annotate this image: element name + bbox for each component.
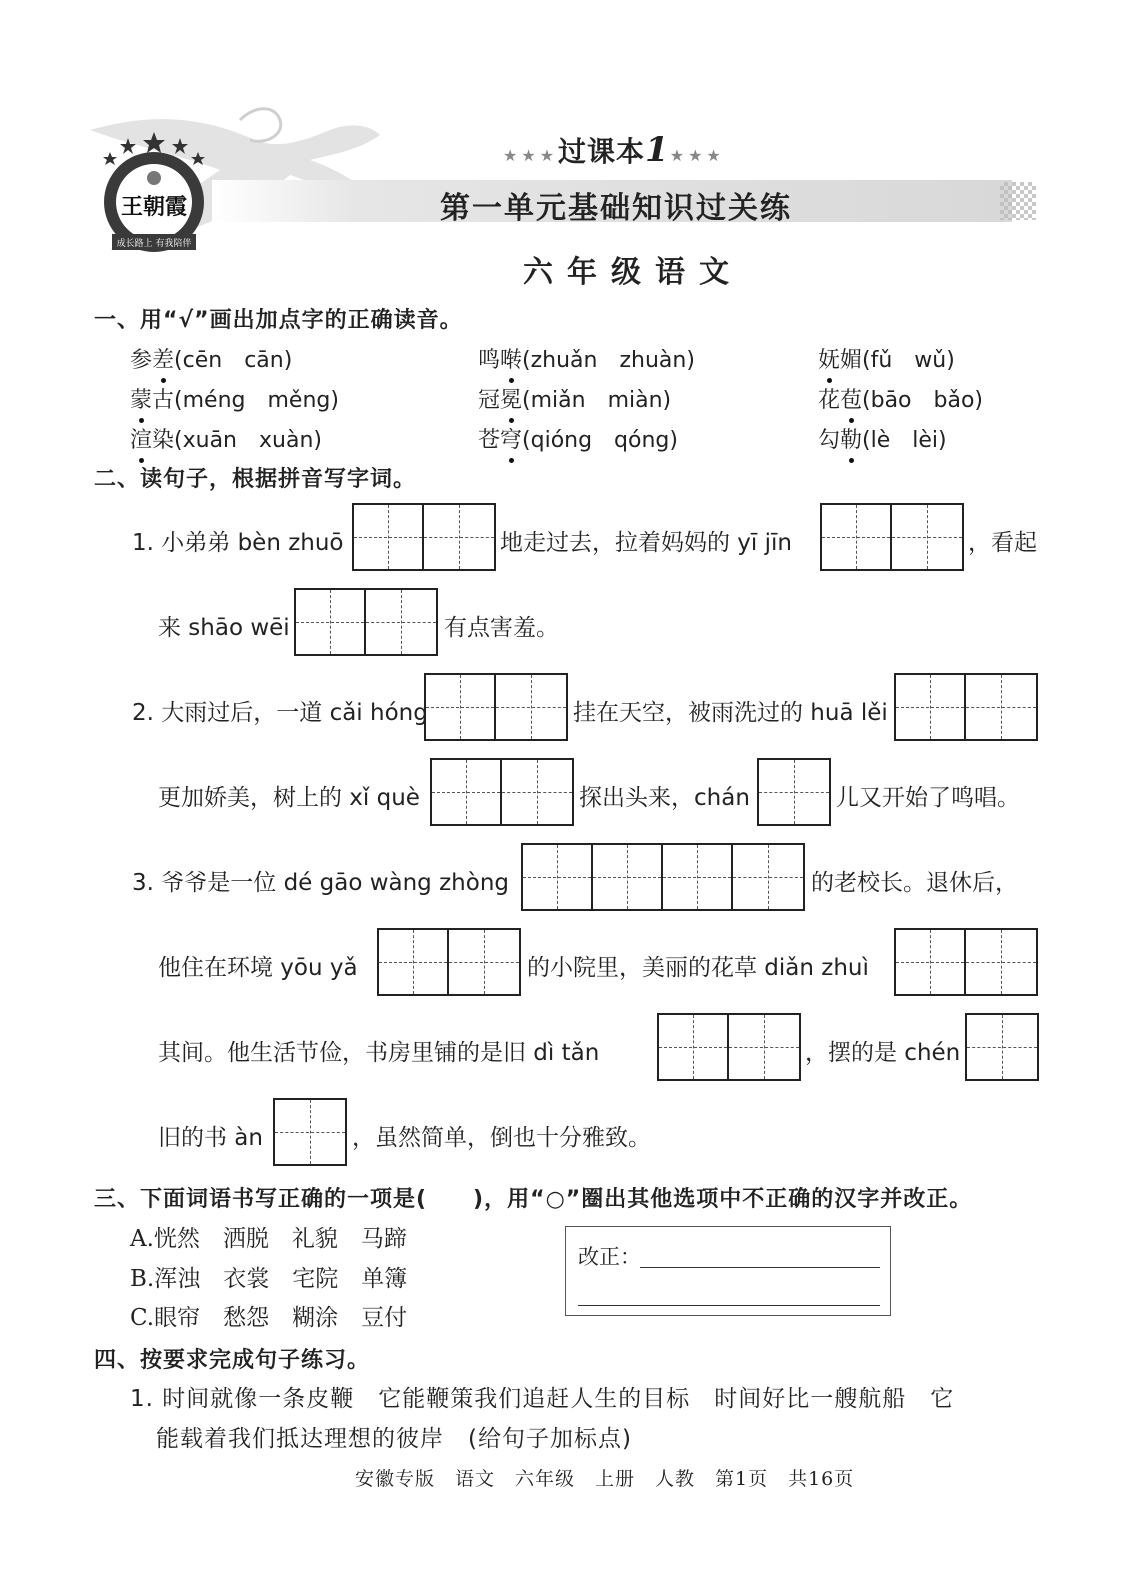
page-footer: 安徽专版 语文 六年级 上册 人教 第1页 共16页	[355, 1468, 855, 1490]
pinyin-item[interactable]: 渲染(xuān xuàn)	[130, 423, 322, 454]
option-a[interactable]: A.恍然 洒脱 礼貌 马蹄	[130, 1226, 407, 1252]
q3-text: 的老校长。退休后，	[811, 870, 1018, 896]
q4-text: 能载着我们抵达理想的彼岸 (给句子加标点)	[156, 1426, 632, 1452]
answer-grid[interactable]	[657, 1013, 801, 1081]
pinyin-item[interactable]: 花苞(bāo bǎo)	[818, 383, 983, 414]
q1-text: 1. 小弟弟 bèn zhuō	[132, 530, 344, 556]
section1-heading: 一、用“√”画出加点字的正确读音。	[94, 308, 463, 333]
section3-heading: 三、下面词语书写正确的一项是( )，用“○”圈出其他选项中不正确的汉字并改正。	[94, 1187, 973, 1212]
q4-text: 1. 时间就像一条皮鞭 它能鞭策我们追赶人生的目标 时间好比一艘航船 它	[130, 1386, 955, 1412]
pinyin-item[interactable]: 妩媚(fǔ wǔ)	[818, 343, 955, 374]
section2-heading: 二、读句子，根据拼音写字词。	[94, 467, 417, 492]
series-subtitle: ★★★过课本1★★★	[503, 130, 725, 170]
publisher-logo	[98, 130, 210, 258]
option-c[interactable]: C.眼帘 愁怨 糊涂 豆付	[130, 1305, 408, 1331]
svg-text:王朝霞: 王朝霞	[120, 194, 188, 220]
q2-text: 2. 大雨过后，一道 cǎi hóng	[132, 700, 428, 726]
correction-box[interactable]	[565, 1226, 891, 1316]
q1-text: 有点害羞。	[444, 615, 559, 641]
answer-grid[interactable]	[820, 503, 964, 571]
q3-text: 3. 爷爷是一位 dé gāo wàng zhòng	[132, 870, 509, 896]
correction-label: 改正：	[578, 1245, 641, 1269]
answer-grid[interactable]	[430, 758, 574, 826]
grade-title: 六年级语文	[523, 255, 743, 290]
pinyin-item[interactable]: 参差(cēn cān)	[130, 343, 292, 374]
pinyin-item[interactable]: 冠冕(miǎn miàn)	[478, 383, 671, 414]
option-b[interactable]: B.浑浊 衣裳 宅院 单簿	[130, 1266, 408, 1292]
pinyin-item[interactable]: 蒙古(méng měng)	[130, 383, 339, 414]
answer-grid[interactable]	[521, 843, 805, 911]
answer-grid[interactable]	[377, 928, 521, 996]
checker-decoration	[1000, 182, 1036, 220]
q2-text: 探出头来，chán	[579, 785, 750, 811]
answer-grid[interactable]	[757, 758, 831, 826]
answer-grid[interactable]	[352, 503, 496, 571]
q2-text: 挂在天空，被雨洗过的 huā lěi	[573, 700, 888, 726]
q2-text: 儿又开始了鸣唱。	[836, 785, 1020, 811]
pinyin-item[interactable]: 苍穹(qióng qóng)	[478, 423, 678, 454]
answer-grid[interactable]	[894, 673, 1038, 741]
pinyin-item[interactable]: 勾勒(lè lèi)	[818, 423, 947, 454]
pinyin-item[interactable]: 鸣啭(zhuǎn zhuàn)	[478, 343, 695, 374]
answer-grid[interactable]	[294, 588, 438, 656]
answer-grid[interactable]	[965, 1013, 1039, 1081]
q1-text: 来 shāo wēi	[158, 615, 290, 641]
svg-text:成长路上 有我陪伴: 成长路上 有我陪伴	[116, 239, 192, 249]
correction-line[interactable]	[640, 1267, 880, 1268]
q3-text: 的小院里，美丽的花草 diǎn zhuì	[527, 955, 869, 981]
unit-title: 第一单元基础知识过关练	[440, 191, 792, 226]
q3-text: ，摆的是 chén	[805, 1040, 961, 1066]
correction-line[interactable]	[578, 1305, 880, 1306]
q1-text: ，看起	[968, 530, 1037, 556]
answer-grid[interactable]	[424, 673, 568, 741]
stars-right-icon: ★★★	[669, 146, 725, 165]
answer-grid[interactable]	[894, 928, 1038, 996]
section4-heading: 四、按要求完成句子练习。	[94, 1348, 371, 1373]
q3-text: 其间。他生活节俭，书房里铺的是旧 dì tǎn	[158, 1040, 600, 1066]
q3-text: 他住在环境 yōu yǎ	[158, 955, 358, 981]
q3-text: 旧的书 àn	[158, 1125, 263, 1151]
q2-text: 更加娇美，树上的 xǐ què	[158, 785, 420, 811]
stars-left-icon: ★★★	[503, 146, 559, 165]
q1-text: 地走过去，拉着妈妈的 yī jīn	[500, 530, 792, 556]
q3-text: ，虽然简单，倒也十分雅致。	[352, 1125, 651, 1151]
answer-grid[interactable]	[273, 1098, 347, 1166]
